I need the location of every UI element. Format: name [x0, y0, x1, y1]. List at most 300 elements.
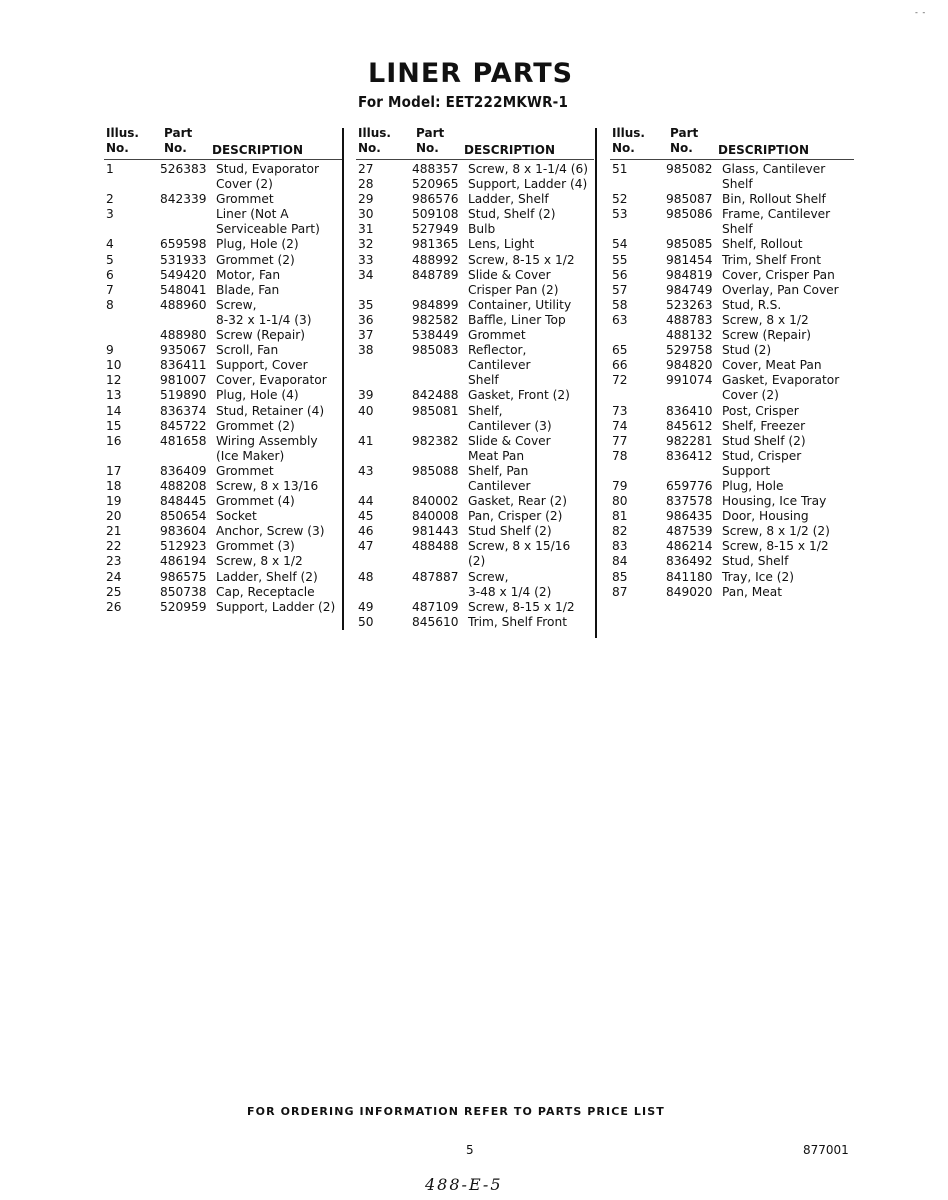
part-description: Grommet: [468, 328, 526, 343]
table-row: [356, 388, 588, 403]
illus-no-header: Illus. No.: [612, 126, 645, 155]
table-row: [104, 600, 336, 615]
illus-number: 51: [612, 162, 628, 176]
part-number: 984820: [666, 358, 713, 373]
illus-number: 57: [612, 282, 628, 297]
part-number: 548041: [160, 282, 207, 297]
illus-number: 73: [612, 403, 628, 418]
illus-number: [104, 328, 160, 343]
table-row: [104, 554, 336, 569]
part-number: 842339: [160, 192, 207, 207]
table-row: [104, 207, 336, 237]
table-row: [356, 570, 588, 600]
part-description: Shelf, Rollout: [722, 237, 803, 252]
part-description: Screw (Repair): [216, 328, 306, 343]
table-row: [104, 479, 336, 494]
illus-number: 27: [358, 162, 374, 176]
illus-number: 37: [358, 328, 374, 343]
illus-number: 66: [612, 358, 628, 373]
part-description: Support, Cover: [216, 358, 308, 373]
part-number: 986575: [160, 569, 207, 584]
part-description: Screw, 3-48 x 1/4 (2): [468, 569, 552, 599]
part-number: 982582: [412, 312, 459, 327]
part-description: Trim, Shelf Front: [468, 614, 568, 629]
part-number: 985083: [412, 343, 459, 358]
table-row: [610, 192, 848, 207]
table-row: [610, 494, 848, 509]
part-description: Ladder, Shelf: [468, 192, 549, 207]
part-number: 836409: [160, 463, 207, 478]
part-description: Shelf, Cantilever (3): [468, 403, 552, 433]
part-description: Blade, Fan: [216, 282, 280, 297]
illus-number: 21: [106, 524, 122, 539]
table-row: [356, 177, 588, 192]
part-description: Ladder, Shelf (2): [216, 569, 318, 584]
table-row: [610, 585, 848, 600]
part-number: [160, 207, 216, 237]
part-number: 991074: [666, 373, 713, 388]
part-number: 488132: [666, 328, 713, 343]
table-row: [104, 404, 336, 419]
part-number: 659598: [160, 237, 207, 252]
part-number: 487539: [666, 524, 713, 539]
part-number: 986576: [412, 192, 459, 207]
table-row: [610, 539, 848, 554]
illus-no-header: Illus. No.: [358, 126, 391, 155]
column-divider: [595, 128, 597, 638]
part-description: Grommet (2): [216, 418, 295, 433]
table-row: [610, 268, 848, 283]
illus-number: 14: [106, 403, 122, 418]
table-row: [610, 419, 848, 434]
part-number: 520965: [412, 177, 459, 192]
part-number: 986435: [666, 509, 713, 524]
table-row: [356, 494, 588, 509]
illus-number: 44: [358, 494, 374, 509]
part-number: 836412: [666, 448, 713, 463]
part-number: 981454: [666, 252, 713, 267]
illus-number: 54: [612, 237, 628, 252]
part-description: Glass, Cantilever Shelf: [722, 162, 826, 192]
part-number: 981443: [412, 524, 459, 539]
part-description: Overlay, Pan Cover: [722, 282, 839, 297]
table-row: [104, 434, 336, 464]
description-header: DESCRIPTION: [718, 143, 810, 157]
part-number: 981007: [160, 373, 207, 388]
description-header: DESCRIPTION: [464, 143, 556, 157]
table-row: [104, 192, 336, 207]
part-number: 849020: [666, 584, 713, 599]
part-description: Scroll, Fan: [216, 343, 279, 358]
illus-number: 58: [612, 297, 628, 312]
illus-number: 10: [106, 358, 122, 373]
part-no-header: Part No.: [416, 126, 445, 155]
part-description: Screw (Repair): [722, 328, 812, 343]
table-row: [104, 343, 336, 358]
part-description: Pan, Crisper (2): [468, 509, 563, 524]
part-description: Screw, 8-15 x 1/2: [468, 252, 575, 267]
table-row: [356, 237, 588, 252]
table-row: [610, 298, 848, 313]
part-number: 935067: [160, 343, 207, 358]
table-row: [610, 404, 848, 419]
part-description: Housing, Ice Tray: [722, 494, 827, 509]
table-row: [610, 554, 848, 569]
illus-number: 43: [358, 463, 374, 478]
part-description: Stud (2): [722, 343, 772, 358]
part-number: 519890: [160, 388, 207, 403]
table-row: [356, 207, 588, 222]
illus-number: 87: [612, 584, 628, 599]
part-number: 487887: [412, 569, 459, 584]
illus-number: 19: [106, 494, 122, 509]
table-row: [356, 343, 588, 388]
illus-number: 55: [612, 252, 628, 267]
illus-number: 7: [106, 282, 114, 297]
part-number: 486194: [160, 554, 207, 569]
part-description: Screw, 8-15 x 1/2: [722, 539, 829, 554]
table-row: [610, 283, 848, 298]
part-number: 488960: [160, 297, 207, 312]
table-row: [610, 313, 848, 328]
part-description: Anchor, Screw (3): [216, 524, 325, 539]
illus-number: 85: [612, 569, 628, 584]
table-row: [610, 570, 848, 585]
part-number: 523263: [666, 297, 713, 312]
table-row: [356, 222, 588, 237]
part-description: Stud, Crisper Support: [722, 448, 802, 478]
part-number: 985081: [412, 403, 459, 418]
table-row: [610, 162, 848, 192]
part-description: Grommet (3): [216, 539, 295, 554]
illus-number: 81: [612, 509, 628, 524]
part-number: 531933: [160, 252, 207, 267]
table-row: [104, 509, 336, 524]
part-number: 488357: [412, 162, 459, 176]
table-row: [610, 237, 848, 252]
table-header: [356, 126, 588, 162]
illus-number: 39: [358, 388, 374, 403]
illus-number: [610, 328, 666, 343]
parts-column-2: [356, 126, 588, 630]
part-description: Stud Shelf (2): [722, 433, 806, 448]
part-number: 848789: [412, 267, 459, 282]
part-description: Slide & Cover Crisper Pan (2): [468, 267, 559, 297]
table-row: [356, 434, 588, 464]
part-description: Cap, Receptacle: [216, 584, 315, 599]
table-row: [104, 494, 336, 509]
part-number: 487109: [412, 599, 459, 614]
table-row: [610, 343, 848, 358]
part-no-header: Part No.: [670, 126, 699, 155]
part-description: Grommet: [216, 463, 274, 478]
illus-number: 45: [358, 509, 374, 524]
part-description: Gasket, Evaporator Cover (2): [722, 373, 840, 403]
part-description: Stud, R.S.: [722, 297, 782, 312]
part-number: 842488: [412, 388, 459, 403]
part-number: 840002: [412, 494, 459, 509]
part-description: Grommet (4): [216, 494, 295, 509]
illus-number: 28: [358, 177, 374, 192]
part-number: 845722: [160, 418, 207, 433]
illus-number: 18: [106, 478, 122, 493]
table-row: [356, 162, 588, 177]
table-row: [104, 298, 336, 328]
description-header: DESCRIPTION: [212, 143, 304, 157]
illus-number: 22: [106, 539, 122, 554]
illus-number: 46: [358, 524, 374, 539]
table-row: [356, 539, 588, 569]
part-number: 982382: [412, 433, 459, 448]
table-header: [104, 126, 336, 162]
part-description: Shelf, Pan Cantilever: [468, 463, 531, 493]
illus-number: 35: [358, 297, 374, 312]
part-description: Bulb: [468, 222, 496, 237]
part-number: 985086: [666, 207, 713, 222]
ordering-note: FOR ORDERING INFORMATION REFER TO PARTS PRICE LIST: [247, 1105, 665, 1118]
part-number: 836410: [666, 403, 713, 418]
illus-number: 52: [612, 192, 628, 207]
part-number: 984749: [666, 282, 713, 297]
illus-number: 2: [106, 192, 114, 207]
illus-number: 47: [358, 539, 374, 554]
illus-number: 79: [612, 478, 628, 493]
illus-number: 25: [106, 584, 122, 599]
part-description: Cover, Meat Pan: [722, 358, 822, 373]
table-row: [104, 237, 336, 252]
part-description: Screw, 8-15 x 1/2: [468, 599, 575, 614]
part-description: Stud Shelf (2): [468, 524, 552, 539]
part-number: 488488: [412, 539, 459, 554]
illus-number: 74: [612, 418, 628, 433]
table-row: [356, 298, 588, 313]
corner-mark: - -: [915, 8, 927, 17]
part-description: Post, Crisper: [722, 403, 799, 418]
illus-number: 15: [106, 418, 122, 433]
part-number: 984899: [412, 297, 459, 312]
document-number: 877001: [803, 1143, 849, 1157]
table-row: [610, 509, 848, 524]
part-description: Cover, Evaporator: [216, 373, 327, 388]
table-row: [356, 268, 588, 298]
table-row: [356, 192, 588, 207]
column-divider: [342, 128, 344, 630]
table-row: [610, 358, 848, 373]
part-number: 512923: [160, 539, 207, 554]
part-description: Screw, 8 x 1/2: [722, 312, 809, 327]
illus-number: 13: [106, 388, 122, 403]
illus-number: 30: [358, 207, 374, 222]
part-description: Socket: [216, 509, 257, 524]
part-number: 836411: [160, 358, 207, 373]
table-row: [610, 328, 848, 343]
part-description: Gasket, Front (2): [468, 388, 570, 403]
illus-number: 23: [106, 554, 122, 569]
part-number: 985087: [666, 192, 713, 207]
illus-number: 49: [358, 599, 374, 614]
part-description: Screw, 8 x 1-1/4 (6): [468, 162, 589, 176]
part-description: Screw, 8 x 1/2 (2): [722, 524, 830, 539]
part-number: 981365: [412, 237, 459, 252]
illus-number: 6: [106, 267, 114, 282]
illus-number: 72: [612, 373, 628, 388]
part-number: 848445: [160, 494, 207, 509]
handwritten-annotation: 488-E-5: [425, 1175, 503, 1194]
illus-number: 80: [612, 494, 628, 509]
illus-no-header: Illus. No.: [106, 126, 139, 155]
table-row: [104, 585, 336, 600]
part-description: Screw, 8 x 1/2: [216, 554, 303, 569]
part-number: 841180: [666, 569, 713, 584]
table-row: [104, 283, 336, 298]
part-number: 836492: [666, 554, 713, 569]
illus-number: 77: [612, 433, 628, 448]
table-row: [356, 313, 588, 328]
part-description: Stud, Retainer (4): [216, 403, 325, 418]
illus-number: 5: [106, 252, 114, 267]
table-row: [356, 328, 588, 343]
illus-number: 84: [612, 554, 628, 569]
part-description: Gasket, Rear (2): [468, 494, 567, 509]
part-description: Motor, Fan: [216, 267, 281, 282]
part-number: 529758: [666, 343, 713, 358]
part-number: 527949: [412, 222, 459, 237]
table-row: [104, 539, 336, 554]
illus-number: 40: [358, 403, 374, 418]
part-description: Pan, Meat: [722, 584, 783, 599]
table-row: [610, 253, 848, 268]
part-number: 481658: [160, 433, 207, 448]
table-row: [610, 373, 848, 403]
part-number: 845612: [666, 418, 713, 433]
illus-number: 20: [106, 509, 122, 524]
table-header: [610, 126, 848, 162]
table-row: [356, 615, 588, 630]
part-description: Grommet (2): [216, 252, 295, 267]
table-row: [610, 449, 848, 479]
illus-number: 3: [106, 207, 114, 222]
illus-number: 41: [358, 433, 374, 448]
table-row: [104, 358, 336, 373]
part-description: Baffle, Liner Top: [468, 312, 566, 327]
part-description: Slide & Cover Meat Pan: [468, 433, 551, 463]
table-row: [356, 253, 588, 268]
table-row: [610, 524, 848, 539]
illus-number: 83: [612, 539, 628, 554]
part-description: Stud, Shelf (2): [468, 207, 556, 222]
illus-number: 9: [106, 343, 114, 358]
part-number: 509108: [412, 207, 459, 222]
table-row: [104, 419, 336, 434]
illus-number: 32: [358, 237, 374, 252]
illus-number: 17: [106, 463, 122, 478]
header-rule: [104, 159, 342, 160]
illus-number: 29: [358, 192, 374, 207]
illus-number: 4: [106, 237, 114, 252]
table-row: [104, 464, 336, 479]
illus-number: 8: [106, 297, 114, 312]
part-number: 488992: [412, 252, 459, 267]
part-description: Support, Ladder (2): [216, 599, 336, 614]
part-number: 840008: [412, 509, 459, 524]
table-row: [610, 479, 848, 494]
part-number: 488980: [160, 328, 207, 343]
part-number: 850738: [160, 584, 207, 599]
illus-number: 16: [106, 433, 122, 448]
part-description: Screw, 8 x 13/16: [216, 478, 319, 493]
part-description: Lens, Light: [468, 237, 535, 252]
part-description: Stud, Shelf: [722, 554, 789, 569]
illus-number: 31: [358, 222, 374, 237]
title-block: [368, 58, 573, 90]
illus-number: 82: [612, 524, 628, 539]
illus-number: 38: [358, 343, 374, 358]
table-row: [356, 600, 588, 615]
illus-number: 48: [358, 569, 374, 584]
part-description: Plug, Hole (4): [216, 388, 299, 403]
illus-number: 33: [358, 252, 374, 267]
part-description: Screw, 8 x 15/16 (2): [468, 539, 571, 569]
table-row: [356, 404, 588, 434]
part-number: 985085: [666, 237, 713, 252]
illus-number: 78: [612, 448, 628, 463]
table-row: [104, 373, 336, 388]
part-description: Screw, 8-32 x 1-1/4 (3): [216, 297, 312, 327]
page-subtitle: For Model: EET222MKWR-1: [358, 93, 569, 111]
part-description: Tray, Ice (2): [722, 569, 795, 584]
part-number: 982281: [666, 433, 713, 448]
illus-number: 26: [106, 599, 122, 614]
part-number: 850654: [160, 509, 207, 524]
part-description: Plug, Hole (2): [216, 237, 299, 252]
table-row: [356, 464, 588, 494]
part-number: 520959: [160, 599, 207, 614]
part-description: Shelf, Freezer: [722, 418, 806, 433]
table-row: [610, 207, 848, 237]
page-title: LINER PARTS: [368, 58, 574, 89]
part-description: Grommet: [216, 192, 274, 207]
table-row: [610, 434, 848, 449]
table-row: [104, 328, 336, 343]
table-row: [104, 268, 336, 283]
table-row: [104, 524, 336, 539]
illus-number: 53: [612, 207, 628, 222]
part-number: 659776: [666, 478, 713, 493]
part-description: Bin, Rollout Shelf: [722, 192, 826, 207]
part-number: 985088: [412, 463, 459, 478]
part-description: Liner (Not A Serviceable Part): [216, 207, 320, 237]
illus-number: 24: [106, 569, 122, 584]
part-number: 538449: [412, 328, 459, 343]
table-row: [104, 388, 336, 403]
part-number: 985082: [666, 162, 713, 176]
part-description: Trim, Shelf Front: [722, 252, 822, 267]
page-number: 5: [466, 1143, 474, 1157]
part-number: 845610: [412, 614, 459, 629]
part-number: 837578: [666, 494, 713, 509]
table-row: [104, 570, 336, 585]
illus-number: 50: [358, 614, 374, 629]
part-number: 984819: [666, 267, 713, 282]
header-rule: [610, 159, 854, 160]
part-number: 526383: [160, 162, 207, 176]
table-row: [104, 162, 336, 192]
part-number: 488208: [160, 478, 207, 493]
part-number: 983604: [160, 524, 207, 539]
part-description: Plug, Hole: [722, 478, 784, 493]
part-no-header: Part No.: [164, 126, 193, 155]
part-description: Support, Ladder (4): [468, 177, 588, 192]
